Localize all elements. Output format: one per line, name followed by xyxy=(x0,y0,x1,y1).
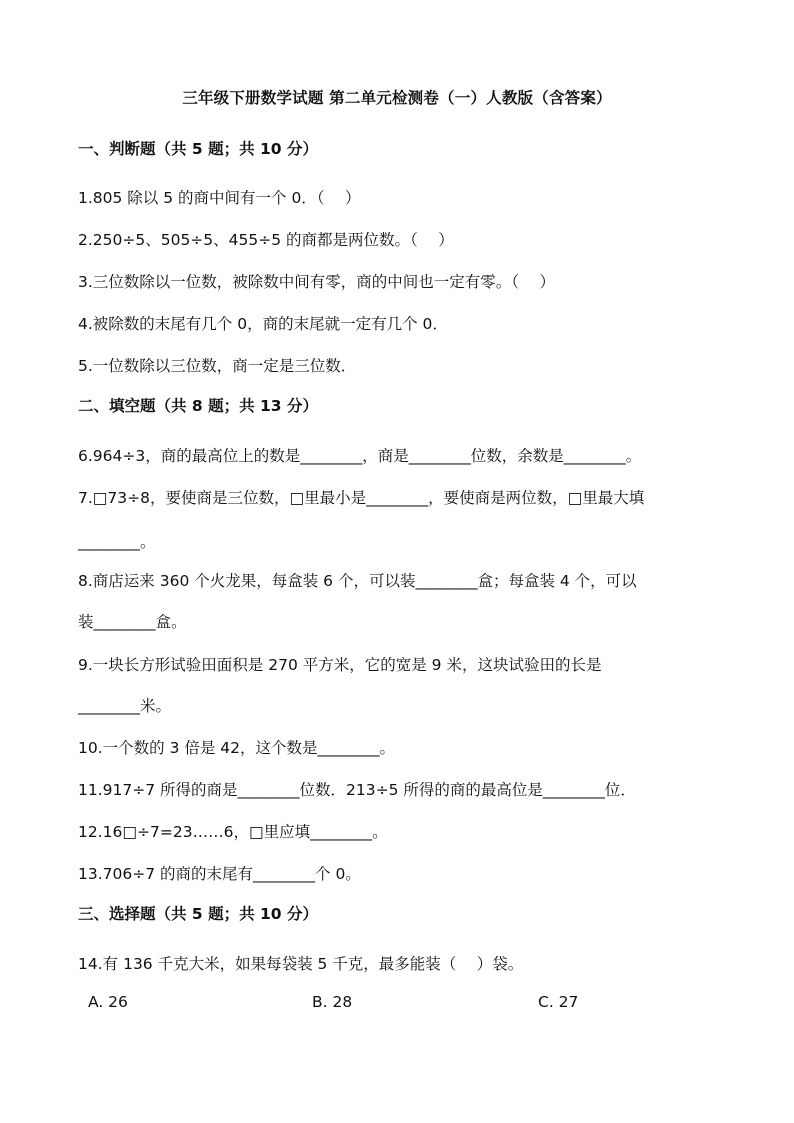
question-9-line-1: 9.一块长方形试验田面积是 270 平方米，它的宽是 9 米，这块试验田的长是 xyxy=(78,656,602,674)
section-heading-choice: 三、选择题（共 5 题；共 10 分） xyxy=(78,905,318,923)
question-10: 10.一个数的 3 倍是 42，这个数是________。 xyxy=(78,739,396,757)
question-2: 2.250÷5、505÷5、455÷5 的商都是两位数。（ ） xyxy=(78,231,454,249)
question-11: 11.917÷7 所得的商是________位数．213÷5 所得的商的最高位是________位． xyxy=(78,781,636,799)
option-b: B. 28 xyxy=(312,993,353,1011)
section-heading-judgment: 一、判断题（共 5 题；共 10 分） xyxy=(78,140,318,158)
question-8-line-2: 装________盒。 xyxy=(78,613,187,631)
question-7-line-2: ________。 xyxy=(78,533,156,551)
question-8-line-1: 8.商店运来 360 个火龙果，每盒装 6 个，可以装________盒；每盒装 4 个，可以 xyxy=(78,572,637,590)
question-5: 5.一位数除以三位数，商一定是三位数． xyxy=(78,357,357,375)
question-6: 6.964÷3，商的最高位上的数是________，商是________位数，余数是________。 xyxy=(78,447,642,465)
question-4: 4.被除数的末尾有几个 0，商的末尾就一定有几个 0． xyxy=(78,315,448,333)
question-14: 14.有 136 千克大米，如果每袋装 5 千克，最多能装（ ）袋。 xyxy=(78,955,524,973)
question-9-line-2: ________米。 xyxy=(78,697,172,715)
question-3: 3.三位数除以一位数，被除数中间有零，商的中间也一定有零。（ ） xyxy=(78,273,555,291)
question-7-line-1: 7.□73÷8，要使商是三位数，□里最小是________，要使商是两位数，□里最大填 xyxy=(78,489,645,507)
question-13: 13.706÷7 的商的末尾有________个 0。 xyxy=(78,865,361,883)
option-a: A. 26 xyxy=(88,993,128,1011)
page-title: 三年级下册数学试题 第二单元检测卷（一）人教版（含答案） xyxy=(182,89,612,107)
question-1: 1.805 除以 5 的商中间有一个 0．（ ） xyxy=(78,189,361,207)
option-c: C. 27 xyxy=(538,993,579,1011)
section-heading-fill-blank: 二、填空题（共 8 题；共 13 分） xyxy=(78,397,318,415)
question-12: 12.16□÷7=23……6，□里应填________。 xyxy=(78,823,388,841)
